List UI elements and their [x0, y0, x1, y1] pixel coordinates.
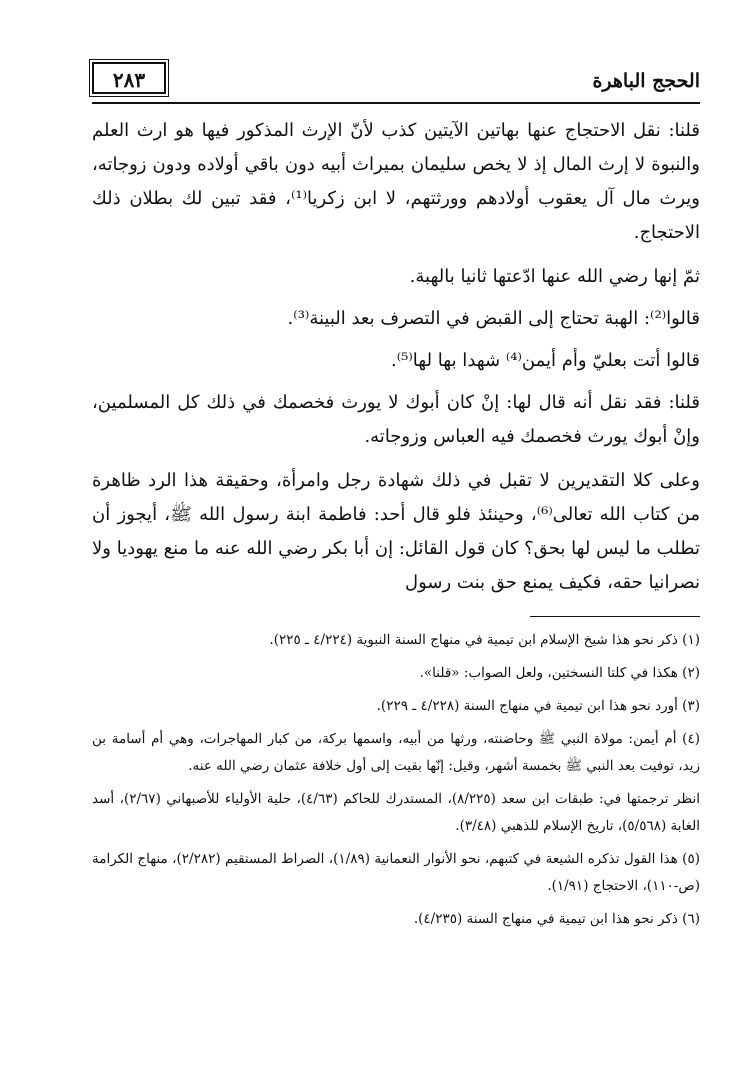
paragraph: ثمّ إنها رضي الله عنها ادّعتها ثانيا بالهبة.: [409, 266, 700, 287]
footnotes: [92, 627, 700, 933]
paragraph: وعلى كلا التقديرين لا تقبل في ذلك شهادة رجل وامرأة، وحقيقة هذا الرد ظاهرة من كتاب الله تعالى⁽⁶⁾، وحينئذ فلو قال أحد: فاطمة ابنة رسول الله ﷺ، أيجوز أن تطلب ما ليس لها بحق؟ كان قول القائل: إن أبا بكر رضي الله عنه ما منع يهوديا ولا نصرانيا حقه، فكيف يمنع حق بنت رسول: [92, 470, 701, 593]
paragraph: قالوا⁽²⁾: الهبة تحتاج إلى القبض في التصرف بعد البينة⁽³⁾.: [287, 308, 700, 329]
footnote: (٦) ذكر نحو هذا ابن تيمية في منهاج السنة (٤/٢٣٥).: [413, 911, 700, 927]
book-page: [92, 62, 700, 939]
footnote: (٤) أم أيمن: مولاة النبي ﷺ وحاضنته، ورثها من أبيه، واسمها بركة، من كبار المهاجرات، وهي أم أسامة بن زيد، توفيت بعد النبي ﷺ بخمسة أشهر، وقيل: إنّها بقيت إلى أول خلافة عثمان رضي الله عنه.: [92, 731, 700, 774]
header-rule: [92, 102, 700, 104]
main-text: [92, 114, 700, 600]
running-title: الحجج الباهرة: [592, 70, 700, 92]
footnote: (١) ذكر نحو هذا شيخ الإسلام ابن تيمية في منهاج السنة النبوية (٤/٢٢٤ ـ ٢٢٥).: [269, 632, 700, 648]
footnote: (٥) هذا القول تذكره الشيعة في كتبهم، نحو الأنوار النعمانية (١/٨٩)، الصراط المستقيم (٢/٢٨٢)، منهاج الكرامة (ص-١١٠)، الاحتجاج (١/٩١).: [92, 851, 700, 894]
paragraph: قلنا: فقد نقل أنه قال لها: إنْ كان أبوك لا يورث فخصمك في ذلك كل المسلمين، وإنْ أبوك يورث فخصمك فيه العباس وزوجاته.: [92, 392, 700, 447]
paragraph: قلنا: نقل الاحتجاج عنها بهاتين الآيتين كذب لأنّ الإرث المذكور فيها هو ارث العلم والنبوة لا إرث المال إذ لا يخص سليمان بميراث أبيه دون باقي أولاده ودون زوجاته، ويرث مال آل يعقوب أولادهم وورثتهم، لا ابن زكريا⁽¹⁾، فقد تبين لك بطلان ذلك الاحتجاج.: [92, 120, 700, 243]
footnote-separator: [530, 616, 700, 617]
page-header: [92, 62, 700, 104]
footnote: (٢) هكذا في كلتا النسختين، ولعل الصواب: «قلنا».: [419, 665, 700, 681]
footnote: (٣) أورد نحو هذا ابن تيمية في منهاج السنة (٤/٢٢٨ ـ ٢٢٩).: [376, 698, 700, 714]
page-number: ٢٨٣: [92, 62, 166, 94]
paragraph: قالوا أتت بعليّ وأم أيمن⁽⁴⁾ شهدا بها لها⁽⁵⁾.: [391, 350, 700, 371]
footnote: انظر ترجمتها في: طبقات ابن سعد (٨/٢٢٥)، المستدرك للحاكم (٤/٦٣)، حلية الأولياء للأصبهاني (٢/٦٧)، أسد الغابة (٥/٥٦٨)، تاريخ الإسلام للذهبي (٣/٤٨).: [92, 791, 700, 834]
